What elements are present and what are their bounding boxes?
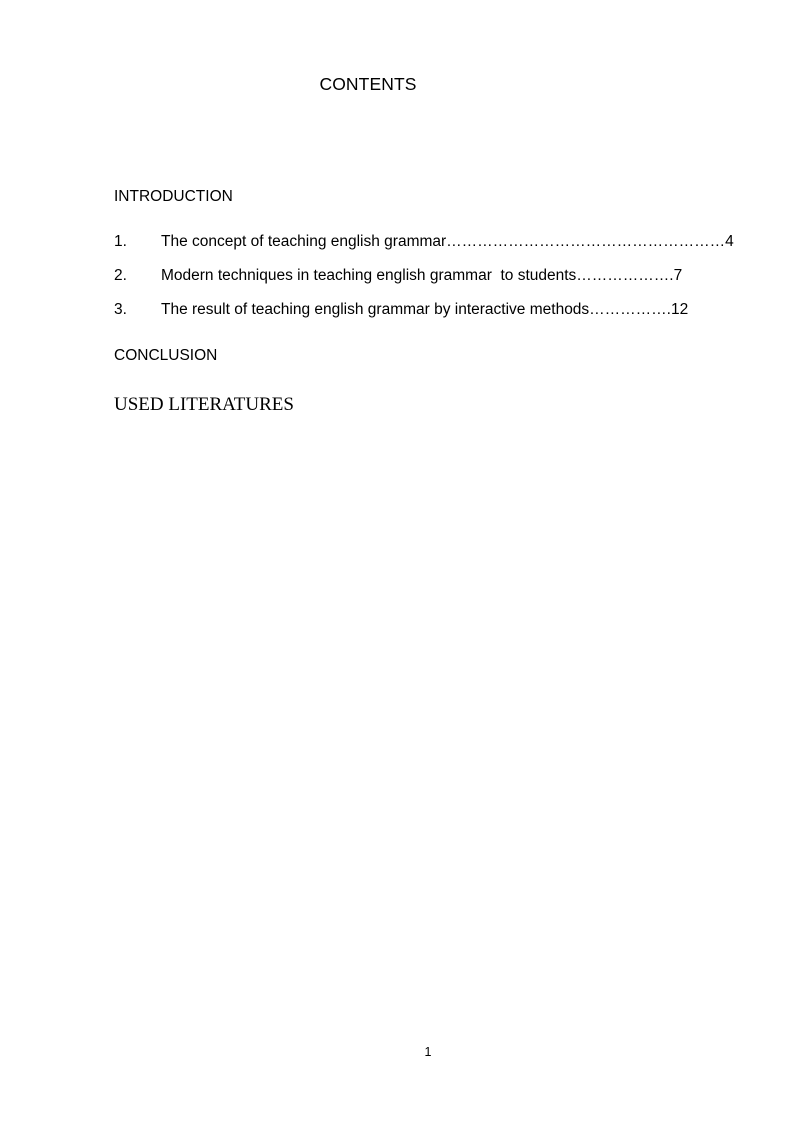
toc-item-concept <box>114 232 734 252</box>
page-number: 1 <box>424 1045 432 1059</box>
toc-item-text: The concept of teaching english grammar………………………………………………4 <box>161 233 734 250</box>
used-literatures-entry: USED LITERATURES <box>114 394 294 415</box>
introduction-entry: INTRODUCTION <box>114 188 233 205</box>
toc-item-modern-techniques <box>114 266 682 286</box>
toc-item-number: 3. <box>114 301 127 318</box>
toc-item-number: 2. <box>114 267 127 284</box>
toc-item-result <box>114 300 688 320</box>
toc-item-text: The result of teaching english grammar by interactive methods…………….12 <box>161 301 689 318</box>
conclusion-entry: CONCLUSION <box>114 347 218 364</box>
toc-item-text: Modern techniques in teaching english grammar to students……………….7 <box>161 267 683 284</box>
contents-title: CONTENTS <box>319 74 417 94</box>
toc-item-number: 1. <box>114 233 127 250</box>
